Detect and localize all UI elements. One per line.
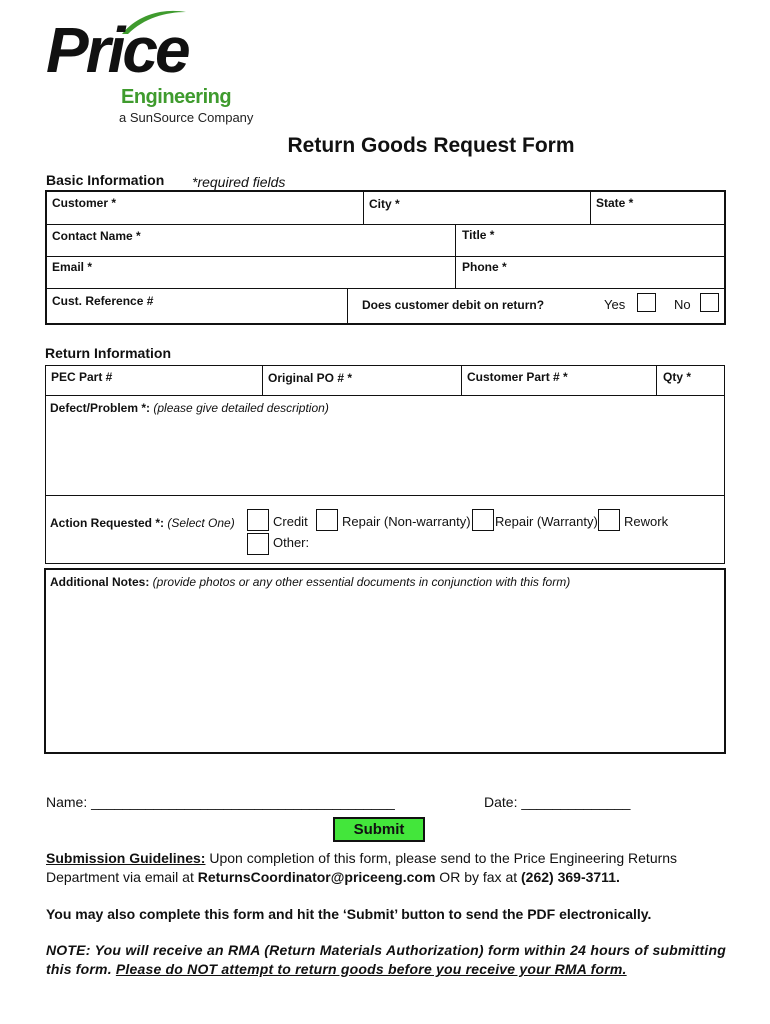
cust-reference-label: Cust. Reference #	[52, 294, 154, 308]
action-repair-nonwarranty-checkbox[interactable]	[316, 509, 338, 531]
submission-guidelines	[46, 849, 726, 887]
guidelines-text-1: Upon completion of this form, please send to the Price Engineering Returns Department via email at	[46, 850, 678, 885]
fax-number: (262) 369-3711.	[521, 869, 620, 885]
customer-label: Customer *	[52, 196, 117, 210]
email-field[interactable]	[46, 256, 456, 289]
action-other-label: Other:	[273, 535, 310, 550]
action-credit-checkbox[interactable]	[247, 509, 269, 531]
additional-notes-field[interactable]	[44, 568, 726, 754]
basic-info-heading: Basic Information	[46, 172, 165, 188]
name-line[interactable]: Name: _______________________________________	[46, 794, 395, 810]
defect-label-text: Defect/Problem *:	[50, 401, 151, 415]
title-label: Title *	[462, 228, 495, 242]
action-rework-checkbox[interactable]	[598, 509, 620, 531]
rma-note	[46, 941, 726, 979]
notes-label	[50, 575, 570, 589]
action-credit-label: Credit	[273, 514, 308, 529]
logo-subtitle: Engineering	[121, 86, 232, 108]
defect-label	[50, 401, 329, 415]
rma-warning: Please do NOT attempt to return goods before you receive your RMA form.	[115, 961, 627, 977]
form-title: Return Goods Request Form	[287, 134, 575, 157]
action-repair-warranty-checkbox[interactable]	[472, 509, 494, 531]
notes-hint: (provide photos or any other essential documents in conjunction with this form)	[152, 575, 571, 589]
action-label	[50, 516, 235, 530]
debit-no-checkbox[interactable]	[700, 293, 719, 312]
required-fields-note: *required fields	[192, 174, 286, 190]
action-hint: (Select One)	[167, 516, 235, 530]
action-rework-label: Rework	[624, 514, 669, 529]
returns-email-link[interactable]: ReturnsCoordinator@priceeng.com	[197, 869, 436, 885]
action-repair-warranty-label: Repair (Warranty)	[495, 514, 598, 529]
customer-part-label: Customer Part # *	[467, 370, 568, 384]
debit-question-label: Does customer debit on return?	[362, 298, 545, 312]
submit-button[interactable]: Submit	[333, 817, 425, 842]
return-info-heading: Return Information	[45, 345, 171, 361]
city-label: City *	[369, 197, 400, 211]
submit-electronically-note: You may also complete this form and hit the ‘Submit’ button to send the PDF electronically.	[46, 906, 652, 922]
pec-part-label: PEC Part #	[51, 370, 113, 384]
state-label: State *	[596, 196, 634, 210]
rma-note-text: NOTE: You will receive an RMA (Return Materials Authorization) form within 24 hours of submitting this form.	[46, 942, 726, 977]
date-line[interactable]: Date: ______________	[484, 794, 631, 810]
title-field[interactable]	[455, 224, 725, 257]
logo-wordmark: Price	[46, 14, 188, 86]
debit-yes-label: Yes	[604, 297, 626, 312]
email-label: Email *	[52, 260, 93, 274]
contact-name-label: Contact Name *	[52, 229, 141, 243]
debit-no-label: No	[674, 297, 691, 312]
action-other-checkbox[interactable]	[247, 533, 269, 555]
logo-tagline: a SunSource Company	[119, 110, 254, 125]
notes-label-text: Additional Notes:	[50, 575, 150, 589]
guidelines-text-2: OR by fax at	[435, 869, 522, 885]
qty-label: Qty *	[663, 370, 692, 384]
action-label-text: Action Requested *:	[50, 516, 165, 530]
original-po-label: Original PO # *	[268, 371, 353, 385]
debit-yes-checkbox[interactable]	[637, 293, 656, 312]
action-repair-nonwarranty-label: Repair (Non-warranty)	[342, 514, 471, 529]
phone-label: Phone *	[462, 260, 507, 274]
guidelines-heading: Submission Guidelines:	[46, 850, 206, 866]
defect-hint: (please give detailed description)	[153, 401, 329, 415]
